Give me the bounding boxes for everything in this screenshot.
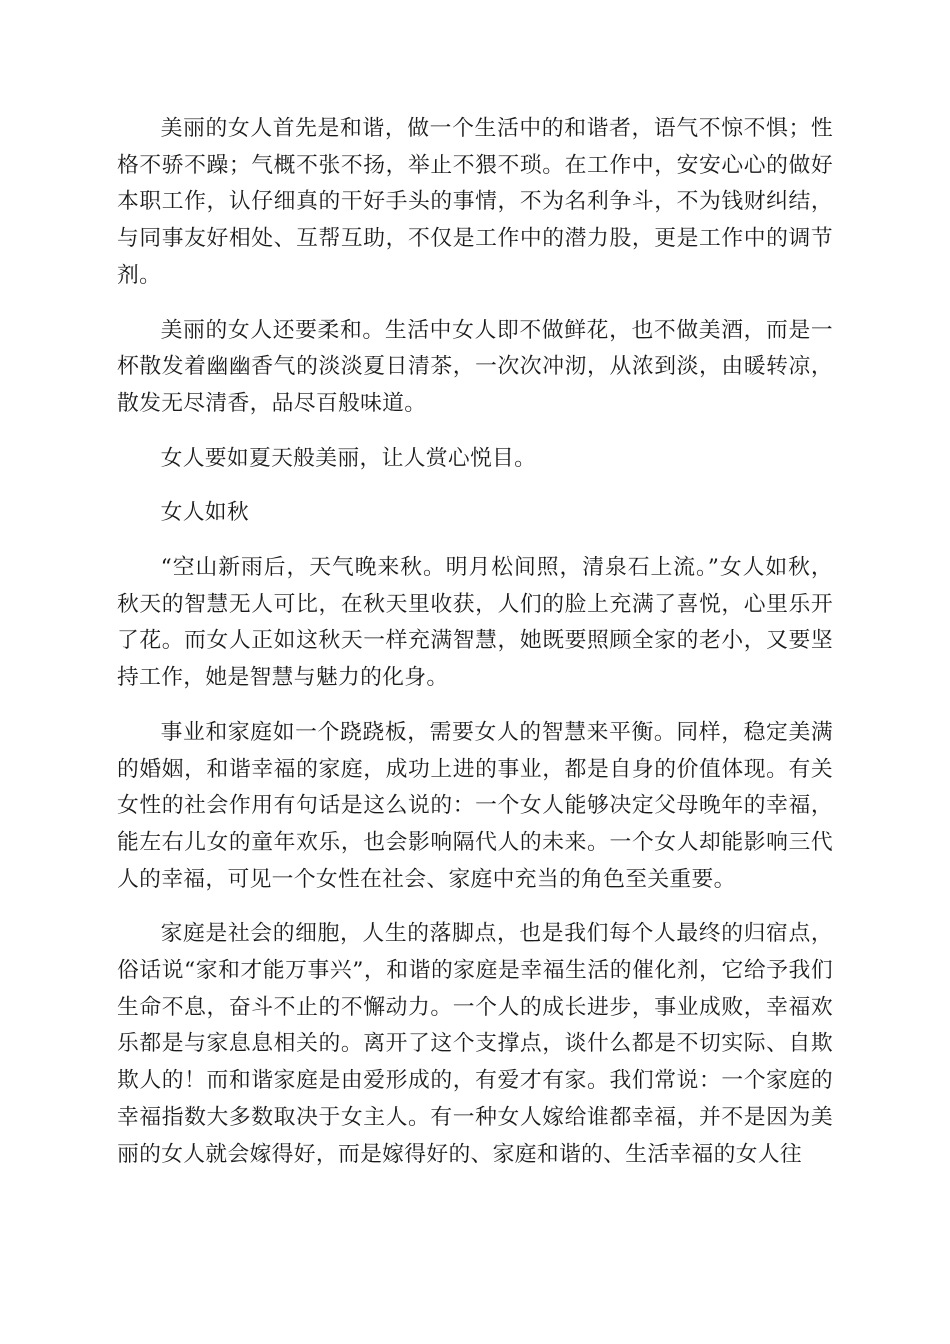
paragraph-autumn-wisdom: “空山新雨后，天气晚来秋。明月松间照，清泉石上流。”女人如秋，秋天的智慧无人可比，在秋天里收获，人们的脸上充满了喜悦，心里乐开了花。而女人正如这秋天一样充满智慧，她既要照顾全家的老小，又要坚持工作，她是智慧与魅力的化身。 — [117, 555, 833, 691]
paragraph-family-cell: 家庭是社会的细胞，人生的落脚点，也是我们每个人最终的归宿点，俗话说“家和才能万事兴”，和谐的家庭是幸福生活的催化剂，它给予我们生命不息，奋斗不止的不懈动力。一个人的成长进步，事业成败，幸福欢乐都是与家息息相关的。离开了这个支撑点，谈什么都是不切实际、自欺欺人的！而和谐家庭是由爱形成的，有爱才有家。我们常说：一个家庭的幸福指数大多数取决于女主人。有一种女人嫁给谁都幸福，并不是因为美丽的女人就会嫁得好，而是嫁得好的、家庭和谐的、生活幸福的女人往 — [117, 921, 833, 1167]
paragraph-gentleness: 美丽的女人还要柔和。生活中女人即不做鲜花，也不做美酒，而是一杯散发着幽幽香气的淡淡夏日清茶，一次次冲沏，从浓到淡，由暖转凉，散发无尽清香，品尽百般味道。 — [117, 317, 833, 416]
paragraph-harmony: 美丽的女人首先是和谐，做一个生活中的和谐者，语气不惊不惧；性格不骄不躁；气概不张不扬，举止不猥不琐。在工作中，安安心心的做好本职工作，认仔细真的干好手头的事情，不为名利争斗，不为钱财纠结，与同事友好相处、互帮互助，不仅是工作中的潜力股，更是工作中的调节剂。 — [117, 116, 833, 288]
paragraph-career-family: 事业和家庭如一个跷跷板，需要女人的智慧来平衡。同样，稳定美满的婚姻，和谐幸福的家庭，成功上进的事业，都是自身的价值体现。有关女性的社会作用有句话是这么说的：一个女人能够决定父母晚年的幸福，能左右儿女的童年欢乐，也会影响隔代人的未来。一个女人却能影响三代人的幸福，可见一个女性在社会、家庭中充当的角色至关重要。 — [117, 719, 833, 892]
document-page — [117, 111, 833, 1191]
paragraph-summer-beauty: 女人要如夏天般美丽，让人赏心悦目。 — [160, 445, 537, 471]
section-heading-autumn: 女人如秋 — [160, 500, 249, 526]
